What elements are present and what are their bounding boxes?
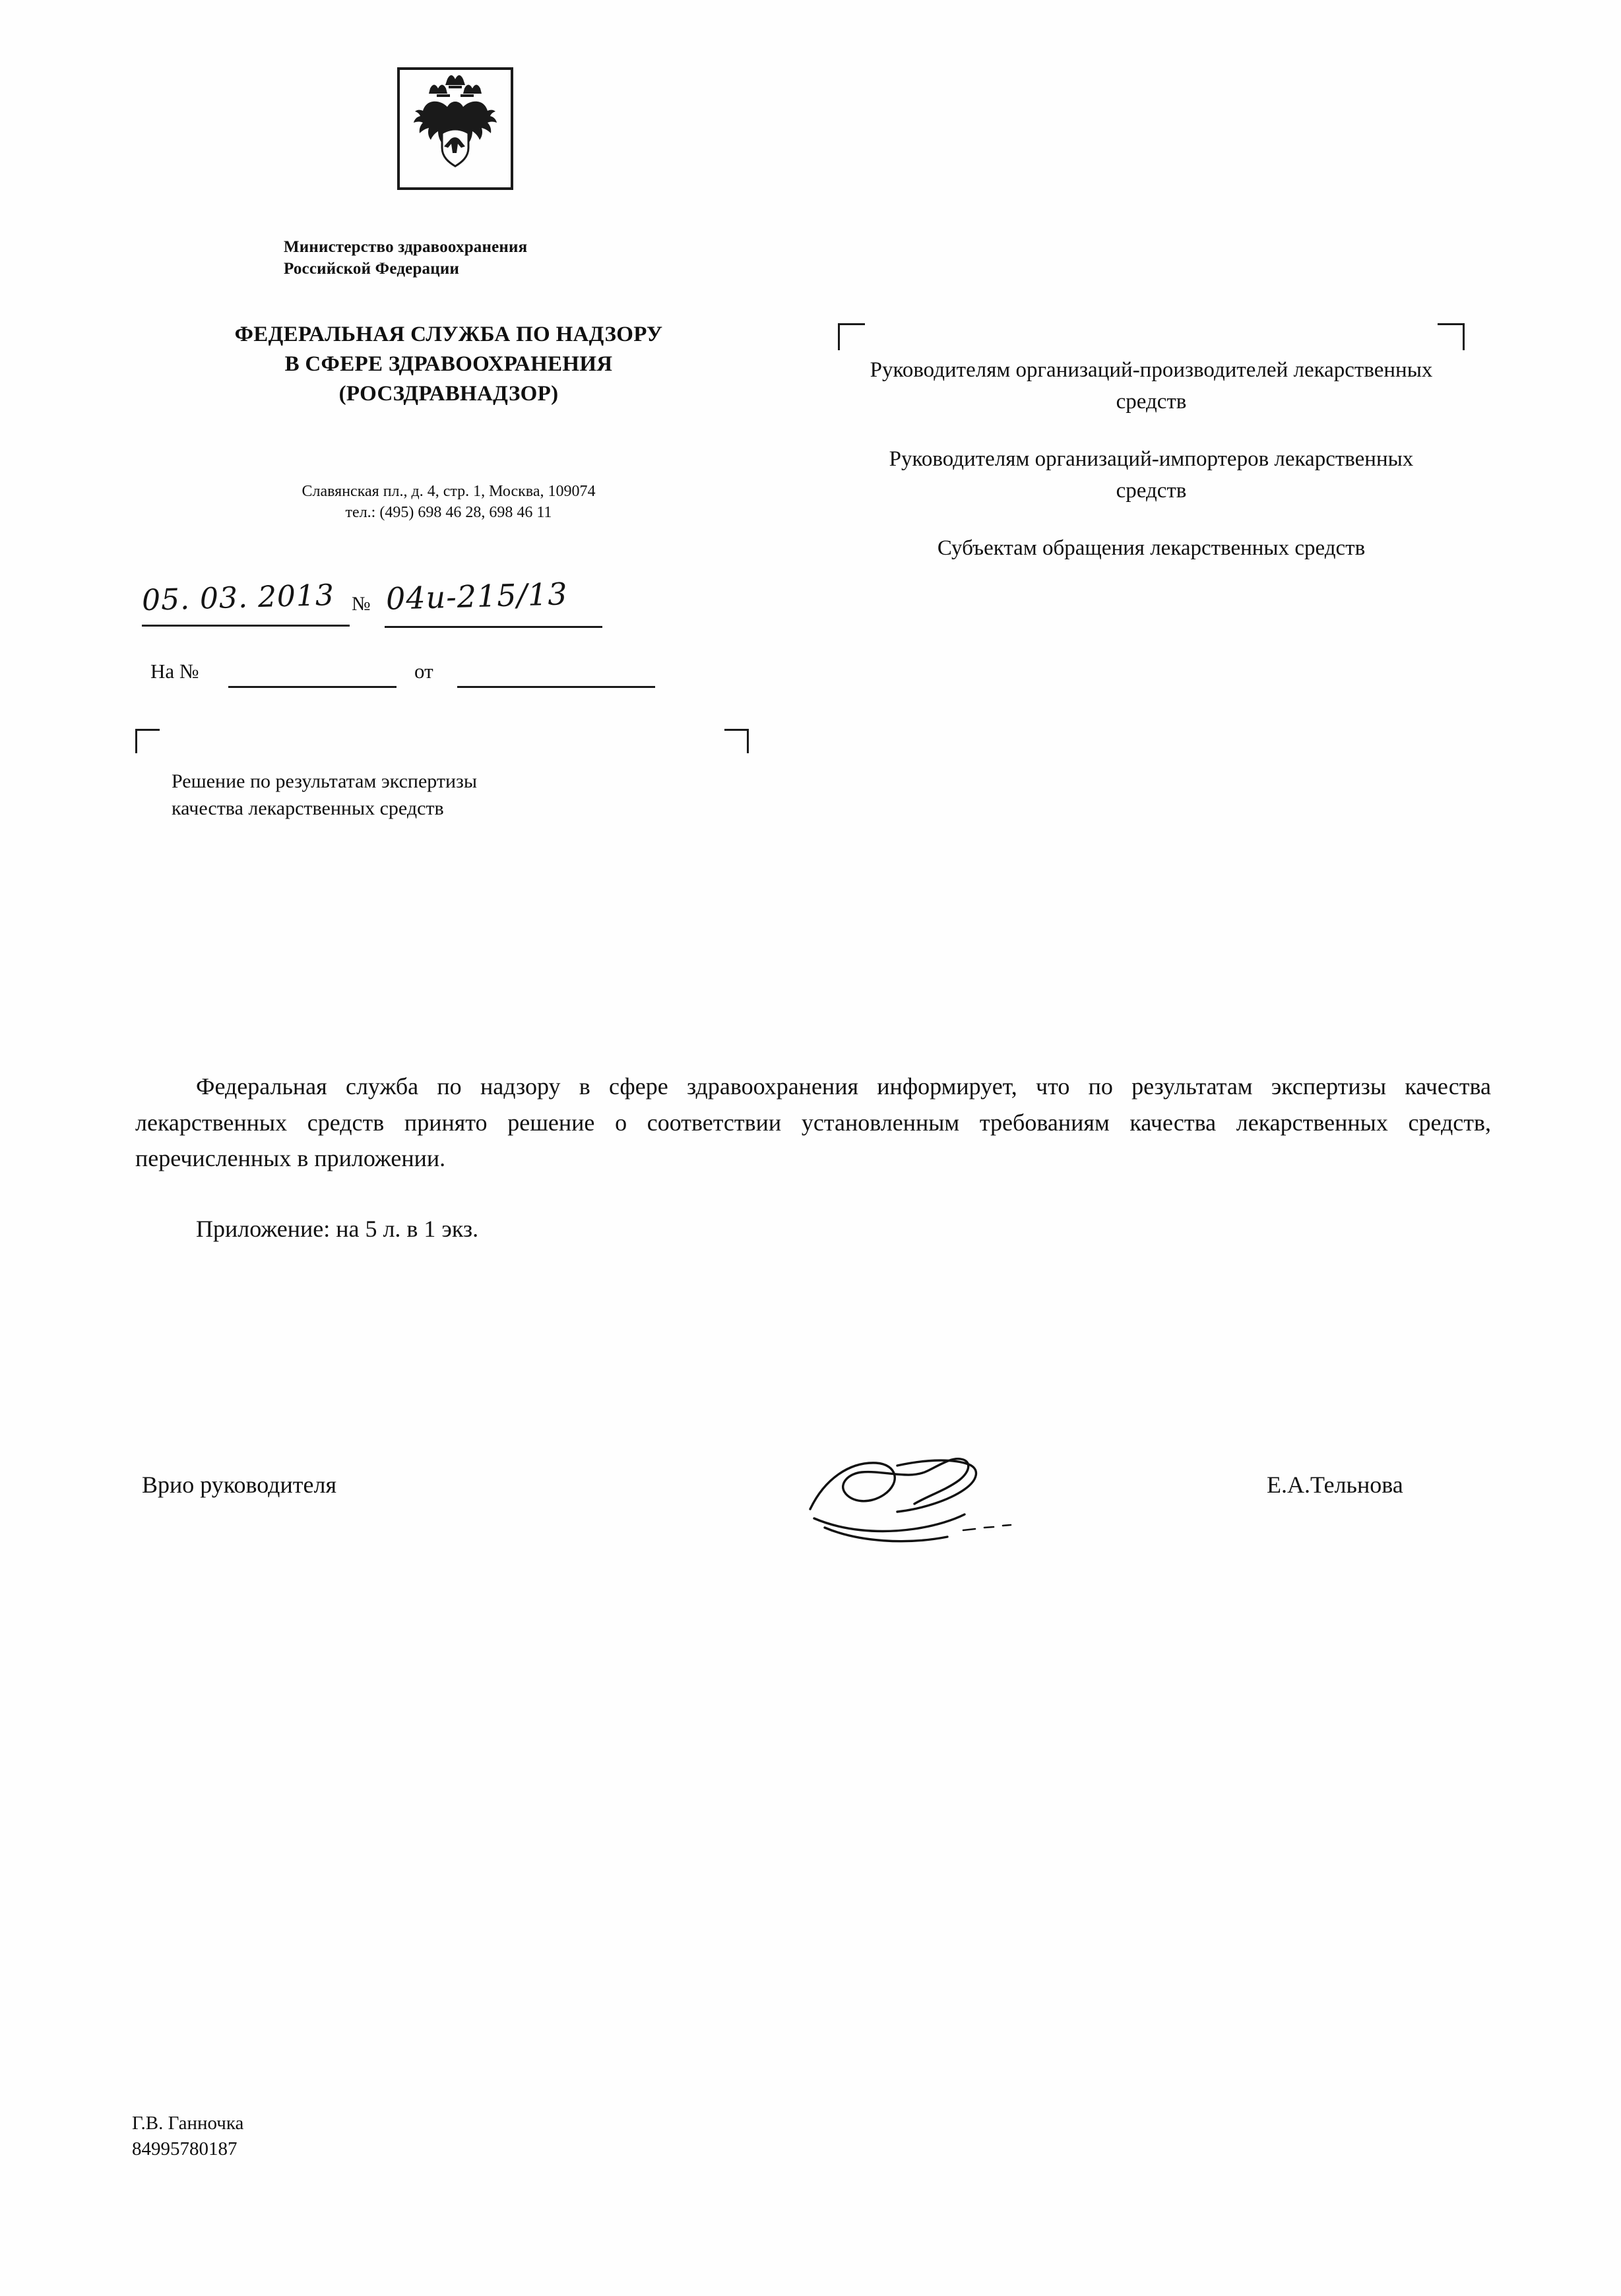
addressee-item: Руководителям организаций-импортеров лекарственных средств — [889, 447, 1414, 503]
addressee-block — [838, 323, 1465, 739]
appendix-paragraph: Приложение: на 5 л. в 1 экз. — [196, 1216, 479, 1243]
reply-number-rule — [228, 686, 397, 688]
reply-date-label: от — [414, 660, 433, 683]
date-rule — [142, 625, 350, 627]
date-and-number-row — [142, 577, 815, 630]
addressee-bracket-top-left-icon — [838, 323, 865, 350]
addressee-list — [858, 355, 1445, 565]
subject-line-2: качества лекарственных средств — [172, 797, 444, 819]
reply-reference-row — [150, 660, 830, 693]
ministry-name — [284, 236, 693, 280]
executor-name: Г.В. Ганночка — [132, 2113, 244, 2134]
ministry-line-2: Российской Федерации — [284, 260, 460, 278]
bracket-top-left-icon — [135, 729, 160, 753]
body-paragraph: Федеральная служба по надзору в сфере здравоохранения информирует, что по результатам экспертизы качества лекарственных средств принято решение о соответствии установленным требованиям качества лекарственных средств, перечисленных в приложении. — [135, 1073, 1491, 1172]
executor-block — [132, 2111, 243, 2162]
document-number: 04и-215/13 — [385, 576, 569, 617]
ministry-line-1: Министерство здравоохранения — [284, 238, 528, 256]
subject-line-1: Решение по результатам экспертизы — [172, 770, 478, 792]
document-body — [135, 1069, 1491, 1247]
bracket-top-right-icon — [724, 729, 749, 753]
subject-text — [172, 768, 726, 822]
number-rule — [385, 626, 602, 628]
agency-line-1: ФЕДЕРАЛЬНАЯ СЛУЖБА ПО НАДЗОРУ — [234, 323, 663, 346]
number-sign-label: № — [352, 593, 371, 615]
subject-block — [135, 729, 749, 841]
signature-mark — [798, 1431, 1075, 1570]
coat-of-arms-icon — [396, 66, 515, 191]
reply-number-label: На № — [150, 660, 199, 683]
document-date: 05. 03. 2013 — [141, 578, 335, 618]
addressee-bracket-top-right-icon — [1438, 323, 1465, 350]
signer-title: Врио руководителя — [142, 1472, 336, 1498]
agency-name — [119, 320, 779, 409]
agency-address — [119, 481, 779, 524]
addressee-item: Руководителям организаций-производителей лекарственных средств — [870, 358, 1433, 414]
address-line-2: тел.: (495) 698 46 28, 698 46 11 — [345, 503, 552, 521]
signer-name: Е.А.Тельнова — [1267, 1472, 1403, 1498]
address-line-1: Славянская пл., д. 4, стр. 1, Москва, 109074 — [302, 483, 596, 500]
executor-phone: 84995780187 — [132, 2138, 238, 2160]
addressee-item: Субъектам обращения лекарственных средств — [937, 536, 1366, 561]
agency-line-2: В СФЕРЕ ЗДРАВООХРАНЕНИЯ — [284, 352, 613, 376]
reply-date-rule — [457, 686, 655, 688]
agency-line-3: (РОСЗДРАВНАДЗОР) — [338, 381, 559, 406]
